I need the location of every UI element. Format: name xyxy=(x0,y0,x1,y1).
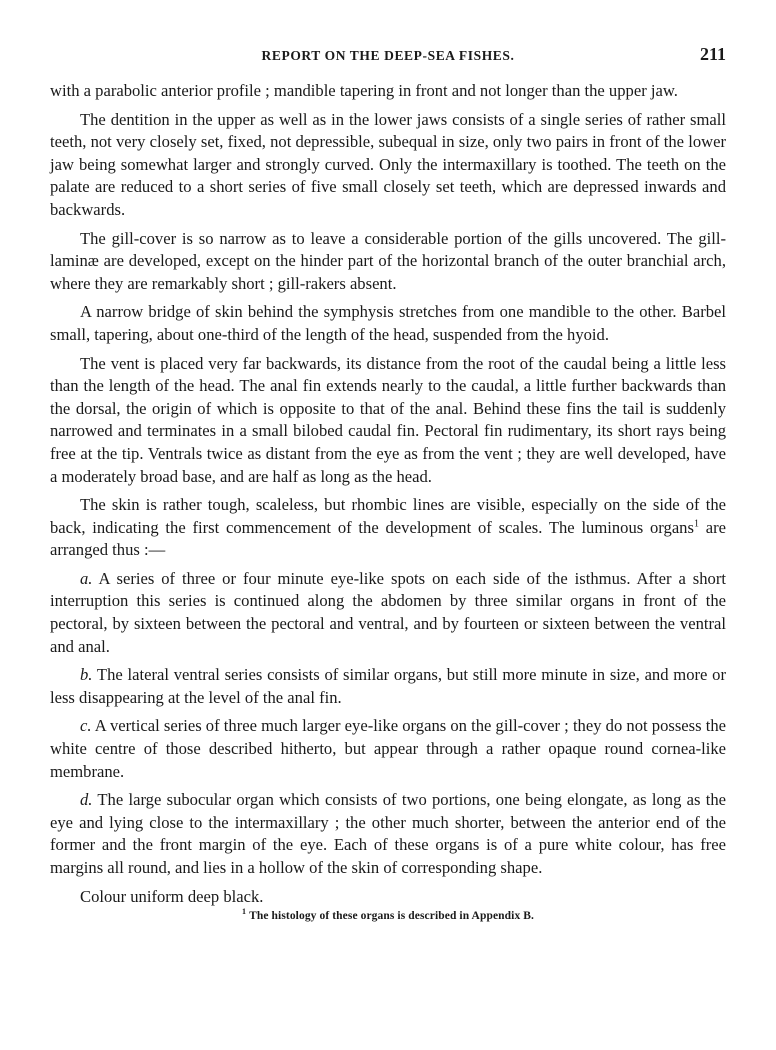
list-text-a: A series of three or four minute eye-like spots on each side of the isthmus. After a short interruption this series is continued along the abdomen by three similar organs in front of the pectoral, by sixteen between the pectoral and ventral, and by fourteen or sixteen between the ventral and anal. xyxy=(50,568,726,656)
paragraph-skin-text: The skin is rather tough, scaleless, but rhombic lines are visible, especially on the side of the back, indicating the first commencement of the development of scales. The luminous organs xyxy=(50,495,726,537)
list-item-a xyxy=(50,568,726,658)
footnote xyxy=(50,907,726,923)
list-text-c: A vertical series of three much larger eye-like organs on the gill-cover ; they do not possess the white centre of those described hitherto, but appear through a rather opaque round cornea-like membrane. xyxy=(50,716,726,781)
paragraph-continuation: with a parabolic anterior profile ; mandible tapering in front and not longer than the upper jaw. xyxy=(50,81,678,100)
list-item-d xyxy=(50,789,726,879)
paragraph-dentition: The dentition in the upper as well as in the lower jaws consists of a single series of rather small teeth, not very closely set, fixed, not depressible, subequal in size, only two pairs in front of the lower jaw being somewhat larger and strongly curved. Only the intermaxillary is toothed. The teeth on the palate are reduced to a short series of five small closely set teeth, which are depressed inwards and backwards. xyxy=(50,109,726,219)
list-item-b xyxy=(50,664,726,709)
list-label-c: c. xyxy=(80,716,92,736)
page xyxy=(50,44,726,922)
paragraph-bridge-of-skin: A narrow bridge of skin behind the symphysis stretches from one mandible to the other. Barbel small, tapering, about one-third of the length of the head, suspended from the hyoid. xyxy=(50,302,726,344)
footnote-reference: 1 xyxy=(693,518,699,530)
list-text-b: The lateral ventral series consists of similar organs, but still more minute in size, and more or less disappearing at the level of the anal fin. xyxy=(50,665,726,707)
page-number: 211 xyxy=(699,44,726,64)
page-header xyxy=(50,44,726,68)
paragraph-skin-tail: are arranged thus :— xyxy=(50,517,726,560)
footnote-text: The histology of these organs is described in Appendix B. xyxy=(249,910,535,923)
list-label-d: d. xyxy=(80,790,93,810)
body-text xyxy=(50,80,726,908)
paragraph-skin xyxy=(50,494,726,562)
paragraph-vent: The vent is placed very far backwards, its distance from the root of the caudal being a little less than the length of the head. The anal fin extends nearly to the caudal, a little further backwards than the dorsal, the origin of which is opposite to that of the anal. Behind these fins the tail is suddenly narrowed and terminates in a small bilobed caudal fin. Pectoral fin rudimentary, its short rays being free at the tip. Ventrals twice as distant from the eye as from the vent ; they are well developed, have a moderately broad base, and are half as long as the head. xyxy=(50,353,726,486)
list-text-d: The large subocular organ which consists of two portions, one being elongate, as long as the eye and lying close to the intermaxillary ; the other much shorter, between the anterior end of the former and the front margin of the eye. Each of these organs is of a pure white colour, has free margins all round, and lies in a hollow of the skin of corresponding shape. xyxy=(50,790,726,877)
list-item-c xyxy=(50,715,726,783)
paragraph-colour: Colour uniform deep black. xyxy=(80,886,264,906)
running-title: REPORT ON THE DEEP-SEA FISHES. xyxy=(261,48,515,63)
footnote-mark: 1 xyxy=(241,907,247,917)
paragraph-gill-cover: The gill-cover is so narrow as to leave a considerable portion of the gills uncovered. The gill-laminæ are developed, except on the hinder part of the horizontal branch of the outer branchial arch, where they are remarkably short ; gill-rakers absent. xyxy=(50,228,726,293)
list-label-b: b. xyxy=(80,665,93,685)
list-label-a: a. xyxy=(80,568,93,588)
